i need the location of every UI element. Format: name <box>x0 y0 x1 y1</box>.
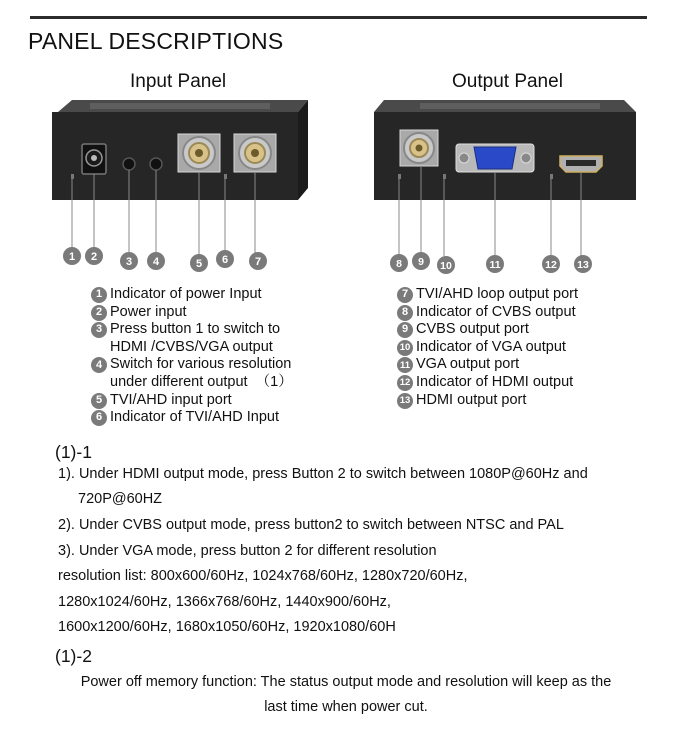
legend-text <box>416 374 573 392</box>
legend-text-line: HDMI /CVBS/VGA output <box>110 338 273 355</box>
tvi-ahd-input-bnc <box>178 134 220 172</box>
legend-item <box>397 286 578 304</box>
legend-item <box>397 374 578 392</box>
legend-item <box>397 321 578 339</box>
legend-text <box>110 304 187 322</box>
legend-text-line: HDMI output port <box>416 391 527 408</box>
legend-text <box>416 392 526 410</box>
top-divider <box>30 16 647 19</box>
hdmi-output-indicator-led <box>550 174 553 179</box>
number-badge: 5 <box>91 393 107 409</box>
legend-item <box>397 339 578 357</box>
legend-text-line: Indicator of CVBS output <box>416 303 576 320</box>
note-1-line: 1). Under HDMI output mode, press Button 2 to switch between 1080P@60Hz and <box>58 466 588 482</box>
legend-item <box>91 392 293 410</box>
note-1-line: 3). Under VGA mode, press button 2 for different resolution <box>58 543 437 559</box>
legend-item <box>397 356 578 374</box>
legend-item <box>91 321 293 356</box>
power-indicator-led <box>71 174 74 179</box>
legend-text-line: Indicator of power Input <box>110 286 262 302</box>
number-badge: 3 <box>91 322 107 338</box>
legend-item <box>397 392 578 410</box>
output-panel-legend <box>397 286 578 409</box>
legend-text-line: Indicator of VGA output <box>416 338 566 355</box>
callout-12-label: 12 <box>545 259 557 271</box>
note-1-heading: (1)-1 <box>55 442 92 462</box>
tvi-ahd-loop-output-bnc <box>234 134 276 172</box>
note-2-line: Power off memory function: The status output mode and resolution will keep as the <box>80 674 612 690</box>
callout-1-label: 1 <box>68 251 76 263</box>
legend-text <box>416 321 529 339</box>
legend-item <box>397 304 578 322</box>
legend-text-line: Switch for various resolution <box>110 356 292 373</box>
legend-text-line: Indicator of TVI/AHD Input <box>110 409 279 426</box>
input-panel-device <box>50 96 320 276</box>
legend-text-line: Press button 1 to switch to <box>110 321 281 338</box>
legend-item <box>91 409 293 427</box>
number-badge: 1 <box>91 287 107 303</box>
number-badge: 11 <box>397 357 413 373</box>
input-panel-legend <box>91 286 293 427</box>
legend-text-line: CVBS output port <box>416 321 529 338</box>
note-1-line: 2). Under CVBS output mode, press button2 to switch between NTSC and PAL <box>58 517 564 533</box>
hdmi-output-port <box>560 156 602 172</box>
callout-7-label: 7 <box>254 256 262 268</box>
number-badge: 13 <box>397 393 413 409</box>
number-badge: 12 <box>397 375 413 391</box>
cvbs-output-indicator-led <box>398 174 401 179</box>
vga-output-indicator-led <box>443 174 446 179</box>
number-badge: 2 <box>91 305 107 321</box>
legend-text <box>416 304 576 322</box>
callout-4-label: 4 <box>152 256 160 268</box>
note-2-heading: (1)-2 <box>55 646 92 666</box>
callout-10-label: 10 <box>440 260 452 272</box>
callout-11-label: 11 <box>489 259 501 271</box>
legend-text-line: VGA output port <box>416 356 520 373</box>
legend-text <box>416 339 566 357</box>
legend-text <box>110 356 293 391</box>
output-panel-device <box>370 96 640 281</box>
legend-item <box>91 304 293 322</box>
note-1-line: resolution list: 800x600/60Hz, 1024x768/60Hz, 1280x720/60Hz, <box>58 568 468 584</box>
legend-text-line: Power input <box>110 303 187 320</box>
output-panel-heading: Output Panel <box>452 71 563 92</box>
legend-text <box>416 356 519 374</box>
legend-text-line: TVI/AHD loop output port <box>416 286 578 302</box>
callout-8-label: 8 <box>396 258 402 270</box>
legend-text <box>110 321 280 356</box>
legend-text-line: TVI/AHD input port <box>110 391 232 408</box>
legend-text <box>110 286 262 304</box>
number-badge: 8 <box>397 305 413 321</box>
tvi-ahd-input-indicator-led <box>224 174 227 179</box>
number-badge: 7 <box>397 287 413 303</box>
legend-item <box>91 356 293 391</box>
note-1-line: 1600x1200/60Hz, 1680x1050/60Hz, 1920x1080/60H <box>58 619 396 635</box>
note-1-line: 720P@60HZ <box>78 491 163 507</box>
callout-13-label: 13 <box>577 259 589 271</box>
input-panel-heading: Input Panel <box>130 71 227 92</box>
button-2 <box>150 158 162 170</box>
legend-text <box>110 409 279 427</box>
number-badge: 10 <box>397 340 413 356</box>
callout-5-label: 5 <box>195 258 203 270</box>
button-1 <box>123 158 135 170</box>
callout-6-label: 6 <box>221 254 229 266</box>
number-badge: 6 <box>91 410 107 426</box>
number-badge: 9 <box>397 322 413 338</box>
legend-text <box>110 392 232 410</box>
number-badge: 4 <box>91 357 107 373</box>
legend-text-line: Indicator of HDMI output <box>416 373 574 390</box>
legend-text <box>416 286 578 304</box>
legend-text-line: under different output （1） <box>110 373 293 390</box>
legend-item <box>91 286 293 304</box>
vga-output-port <box>456 144 534 172</box>
callout-3-label: 3 <box>125 256 133 268</box>
cvbs-output-bnc <box>400 130 438 166</box>
note-2-line: last time when power cut. <box>264 699 428 715</box>
callout-2-label: 2 <box>90 251 98 263</box>
callout-9-label: 9 <box>418 256 424 268</box>
page-title: PANEL DESCRIPTIONS <box>28 28 284 54</box>
note-1-line: 1280x1024/60Hz, 1366x768/60Hz, 1440x900/60Hz, <box>58 594 391 610</box>
